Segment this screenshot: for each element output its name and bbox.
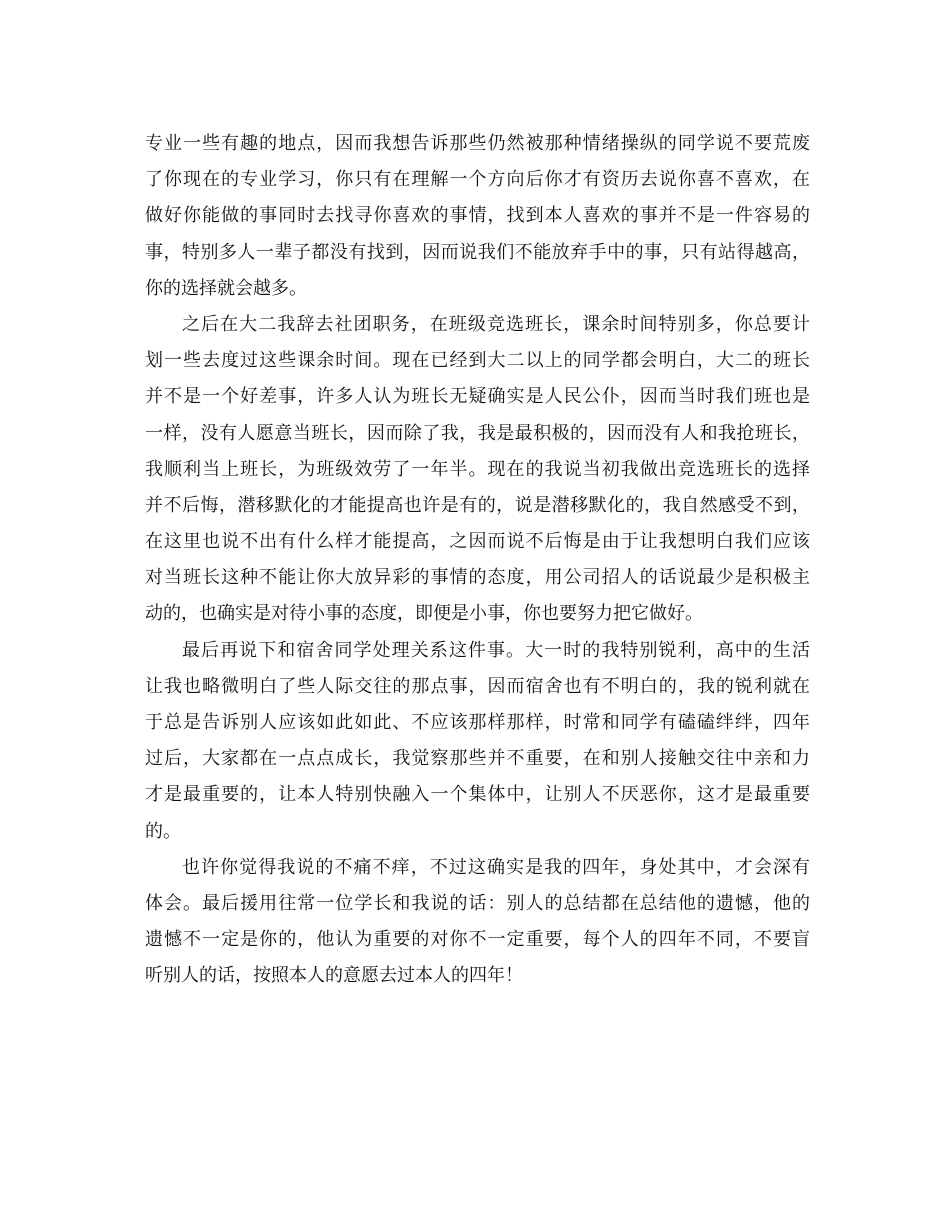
- paragraph-1: [145, 126, 810, 307]
- text-line: 我顺利当上班长，为班级效劳了一年半。现在的我说当初我做出竞选班长的选择: [145, 458, 810, 480]
- paragraph-2: [145, 307, 810, 633]
- text-line: 你的选择就会越多。: [145, 277, 307, 299]
- text-line: 了你现在的专业学习，你只有在理解一个方向后你才有资历去说你喜不喜欢，在: [145, 169, 810, 191]
- paragraph-3: [145, 633, 810, 850]
- text-line: 之后在大二我辞去社团职务，在班级竞选班长，课余时间特别多，你总要计: [182, 313, 810, 335]
- document-body: [145, 126, 810, 995]
- text-line: 并不是一个好差事，许多人认为班长无疑确实是人民公仆，因而当时我们班也是: [145, 386, 810, 408]
- text-line: 于总是告诉别人应该如此如此、不应该那样那样，时常和同学有磕磕绊绊，四年: [145, 712, 810, 733]
- text-line: 体会。最后援用往常一位学长和我说的话：别人的总结都在总结他的遗憾，他的: [145, 892, 810, 914]
- text-line: 做好你能做的事同时去找寻你喜欢的事情，找到本人喜欢的事并不是一件容易的: [145, 205, 810, 227]
- text-line: 一样，没有人愿意当班长，因而除了我，我是最积极的，因而没有人和我抢班长，: [145, 422, 810, 444]
- paragraph-4: [145, 850, 810, 995]
- text-line: 的。: [145, 820, 181, 842]
- text-line: 对当班长这种不能让你大放异彩的事情的态度，用公司招人的话说最少是积极主: [145, 567, 810, 589]
- text-line: 事，特别多人一辈子都没有找到，因而说我们不能放弃手中的事，只有站得越高，: [145, 241, 810, 263]
- text-line: 划一些去度过这些课余时间。现在已经到大二以上的同学都会明白，大二的班长: [145, 350, 810, 372]
- text-line: 遗憾不一定是你的，他认为重要的对你不一定重要，每个人的四年不同，不要盲: [145, 929, 810, 951]
- text-line: 专业一些有趣的地点，因而我想告诉那些仍然被那种情绪操纵的同学说不要荒废: [145, 133, 810, 154]
- text-line: 也许你觉得我说的不痛不痒，不过这确实是我的四年，身处其中，才会深有: [182, 856, 810, 878]
- text-line: 让我也略微明白了些人际交往的那点事，因而宿舍也有不明白的，我的锐利就在: [145, 675, 810, 697]
- text-line: 才是最重要的，让本人特别快融入一个集体中，让别人不厌恶你，这才是最重要: [145, 784, 810, 806]
- text-line: 过后，大家都在一点点成长，我觉察那些并不重要，在和别人接触交往中亲和力: [145, 748, 810, 770]
- text-line: 并不后悔，潜移默化的才能提高也许是有的，说是潜移默化的，我自然感受不到，: [145, 494, 810, 516]
- text-line: 动的，也确实是对待小事的态度，即便是小事，你也要努力把它做好。: [145, 603, 703, 625]
- text-line: 听别人的话，按照本人的意愿去过本人的四年！: [145, 965, 523, 987]
- text-line: 最后再说下和宿舍同学处理关系这件事。大一时的我特别锐利，高中的生活: [182, 639, 810, 661]
- text-line: 在这里也说不出有什么样才能提高，之因而说不后悔是由于让我想明白我们应该: [145, 531, 810, 553]
